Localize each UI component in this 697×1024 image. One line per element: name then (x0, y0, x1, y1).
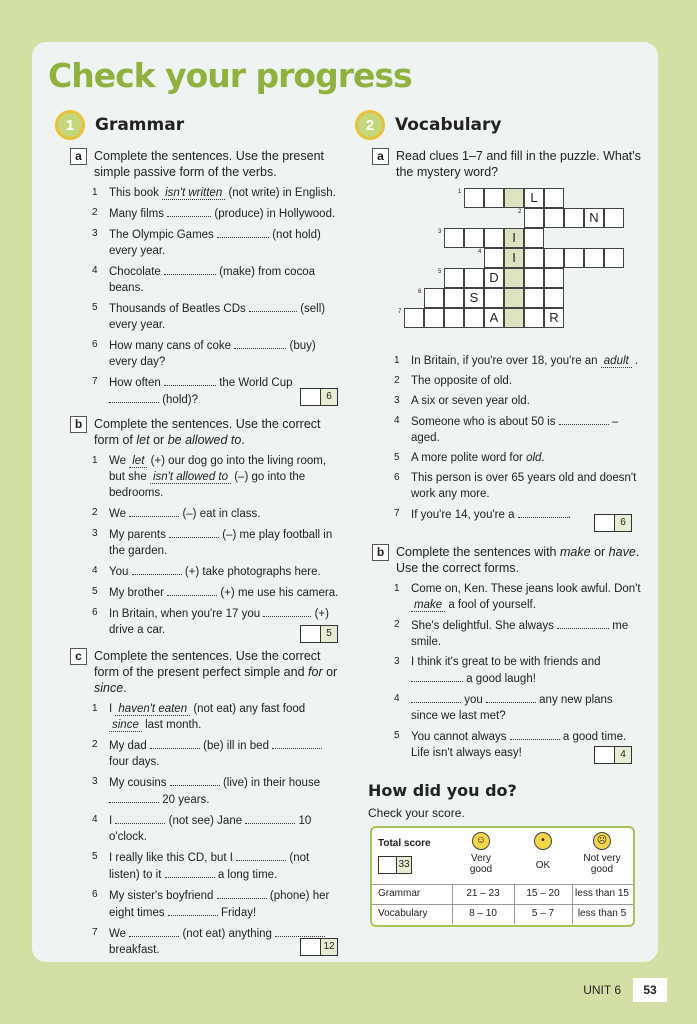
page-number: 53 (633, 978, 667, 1002)
exercise-instructions: Complete the sentences. Use the present simple passive form of the verbs. (94, 149, 324, 179)
crossword-letter: I (504, 248, 524, 268)
answer-blank[interactable] (518, 506, 568, 518)
answer-blank[interactable] (510, 728, 560, 740)
answer-blank[interactable] (164, 374, 216, 386)
check-score-text: Check your score. (368, 806, 465, 820)
answer-blank[interactable] (109, 791, 159, 803)
score-box[interactable]: 4 (594, 746, 632, 764)
list-item: 5 A more polite word for old. (394, 452, 545, 464)
list-item: 3 My cousins (live) in their house 20 years. (92, 776, 321, 806)
list-item: 3 A six or seven year old. (394, 395, 530, 407)
answer-blank[interactable] (167, 205, 211, 217)
answer-blank[interactable] (272, 737, 322, 749)
crossword-cell[interactable] (504, 268, 524, 288)
crossword-cell[interactable] (584, 248, 604, 268)
answer-blank[interactable] (129, 505, 179, 517)
row-label: Grammar (378, 888, 421, 899)
crossword-cell[interactable] (544, 188, 564, 208)
crossword-cell[interactable] (464, 188, 484, 208)
answer-blank[interactable] (263, 605, 311, 617)
section-number-badge: 2 (355, 110, 385, 140)
exercise-letter: c (70, 648, 87, 665)
row-label: Vocabulary (378, 908, 428, 919)
very-good-col: ☺ Very good (460, 832, 502, 875)
crossword-cell[interactable] (444, 288, 464, 308)
crossword-cell[interactable] (504, 188, 524, 208)
crossword-cell[interactable] (604, 208, 624, 228)
clue-number: 3 (438, 229, 442, 235)
list-item: 7 How often the World Cup (hold)? (92, 376, 293, 406)
list-item: 5 My brother (+) me use his camera. (92, 586, 339, 599)
answer-blank[interactable] (236, 849, 286, 861)
list-item: 4 Chocolate (make) from cocoa beans. (92, 265, 316, 294)
exercise-instructions: Complete the sentences. Use the correct form of the present perfect simple and for or since. (94, 649, 338, 695)
clue-number: 6 (418, 289, 422, 295)
answer-blank[interactable] (168, 904, 218, 916)
crossword-cell[interactable] (524, 228, 544, 248)
crossword-cell[interactable] (544, 268, 564, 288)
list-item: 1 Come on, Ken. These jeans look awful. Don't make a fool of yourself. (394, 583, 641, 611)
crossword-cell[interactable] (564, 248, 584, 268)
crossword-cell[interactable] (504, 308, 524, 328)
list-item: 1 I haven't eaten (not eat) any fast food since last month. (92, 703, 306, 731)
crossword-cell[interactable] (464, 268, 484, 288)
total-score-box[interactable]: 33 (378, 856, 412, 874)
vocabulary-clues (370, 348, 640, 527)
list-item: 7 We (not eat) anything breakfast. (92, 925, 340, 958)
clue-number: 5 (438, 269, 442, 275)
clue-number: 4 (478, 249, 482, 255)
exercise-letter: b (70, 416, 87, 433)
grammar-exercise-c (70, 648, 340, 962)
exercise-instructions: Read clues 1–7 and fill in the puzzle. What's the mystery word? (396, 149, 641, 179)
list-item: 3 The Olympic Games (not hold) every year. (92, 228, 321, 257)
answer-blank[interactable] (217, 887, 267, 899)
list-item: 4 Someone who is about 50 is – aged. (394, 415, 619, 444)
answer-blank[interactable] (411, 691, 461, 703)
crossword-letter: N (584, 208, 604, 228)
crossword-letter: I (504, 228, 524, 248)
vocabulary-exercise-b (372, 544, 642, 765)
clue-number: 7 (398, 309, 402, 315)
crossword-cell[interactable] (524, 208, 544, 228)
crossword-cell[interactable] (524, 268, 544, 288)
answer-blank[interactable] (217, 226, 269, 238)
crossword-cell[interactable] (404, 308, 424, 328)
answer-blank[interactable] (129, 925, 179, 937)
list-item: 1 This book isn't written (not write) in English. (92, 187, 336, 199)
not-very-good-col: ☹ Not very good (576, 832, 628, 875)
crossword-cell[interactable] (484, 188, 504, 208)
crossword-cell[interactable] (444, 228, 464, 248)
answer-blank[interactable] (557, 617, 609, 629)
crossword-cell[interactable] (464, 228, 484, 248)
crossword-cell[interactable] (524, 248, 544, 268)
crossword-cell[interactable] (444, 308, 464, 328)
list-item: 2 My dad (be) ill in bed four days. (92, 737, 340, 770)
crossword-cell[interactable] (544, 248, 564, 268)
list-item: 5 I really like this CD, but I (not listen) to it a long time. (92, 851, 310, 881)
crossword-letter: S (464, 288, 484, 308)
exercise-letter: a (70, 148, 87, 165)
list-item: 5 Thousands of Beatles CDs (sell) every year. (92, 302, 326, 331)
crossword-letter: D (484, 268, 504, 288)
clue-number: 1 (458, 189, 462, 195)
how-did-you-do-heading: How did you do? (368, 781, 517, 800)
crossword-cell[interactable] (564, 208, 584, 228)
score-box[interactable]: 12 (300, 938, 338, 956)
list-item: 2 Many films (produce) in Hollywood. (92, 207, 336, 220)
list-item: 7 If you're 14, you're a . (394, 508, 571, 521)
answer-blank[interactable] (411, 670, 463, 682)
answer-blank[interactable] (132, 563, 182, 575)
list-item: 1 We let (+) our dog go into the living room, but she isn't allowed to (–) go into the bedrooms. (92, 455, 327, 499)
section-title: Vocabulary (395, 115, 502, 135)
crossword-cell[interactable] (484, 288, 504, 308)
list-item: 4 I (not see) Jane 10 o'clock. (92, 814, 312, 843)
list-item: 2 We (–) eat in class. (92, 507, 261, 520)
list-item: 6 This person is over 65 years old and doesn't work any more. (394, 472, 637, 500)
answer-blank[interactable] (109, 391, 159, 403)
exercise-letter: b (372, 544, 389, 561)
vocabulary-heading (355, 110, 502, 140)
crossword-cell[interactable] (464, 308, 484, 328)
vocabulary-exercise-a (372, 148, 642, 180)
exercise-letter: a (372, 148, 389, 165)
unit-label: UNIT 6 (583, 983, 621, 997)
score-box[interactable]: 5 (300, 625, 338, 643)
list-item: 6 My sister's boyfriend (phone) her eight times Friday! (92, 889, 330, 919)
list-item: 4 You (+) take photographs here. (92, 565, 321, 578)
exercise-instructions: Complete the sentences with make or have. Use the correct forms. (396, 545, 640, 575)
score-table: Total score 33 ☺ Very good • OK ☹ Not very good Grammar 21 – 23 15 – 20 less than 15 Vocabulary 8 – 10 5 – 7 less than 5 (370, 826, 635, 927)
crossword-letter: L (524, 188, 544, 208)
answer-blank[interactable] (165, 866, 215, 878)
answer-blank[interactable] (115, 812, 165, 824)
ok-col: • OK (522, 832, 564, 871)
example-answer: isn't written (162, 187, 225, 200)
sad-face-icon: ☹ (593, 832, 611, 850)
total-score-label: Total score (378, 838, 431, 849)
answer-blank[interactable] (167, 584, 217, 596)
list-item: 6 In Britain, when you're 17 you (+) drive a car. (92, 607, 329, 636)
crossword-letter: R (544, 308, 564, 328)
list-item: 2 She's delightful. She always me smile. (394, 619, 629, 648)
answer-blank[interactable] (559, 413, 609, 425)
crossword-cell[interactable] (524, 288, 544, 308)
crossword-cell[interactable] (604, 248, 624, 268)
answer-blank[interactable] (164, 263, 216, 275)
section-number-badge: 1 (55, 110, 85, 140)
grammar-exercise-a (70, 148, 340, 412)
neutral-face-icon: • (534, 832, 552, 850)
crossword-cell[interactable] (544, 208, 564, 228)
crossword-cell[interactable] (444, 268, 464, 288)
crossword-cell[interactable] (424, 288, 444, 308)
list-item: 5 You cannot always a good time. Life isn't always easy! (394, 730, 627, 759)
answer-blank[interactable] (249, 300, 297, 312)
section-title: Grammar (95, 115, 185, 135)
answer-blank[interactable] (486, 691, 536, 703)
list-item: 2 The opposite of old. (394, 375, 513, 387)
crossword-cell[interactable] (524, 308, 544, 328)
list-item: 1 In Britain, if you're over 18, you're an adult . (394, 355, 639, 367)
crossword-cell[interactable] (544, 288, 564, 308)
answer-blank[interactable] (275, 925, 325, 937)
clue-number: 2 (518, 209, 522, 215)
list-item: 6 How many cans of coke (buy) every day? (92, 339, 316, 368)
crossword-cell[interactable] (424, 308, 444, 328)
answer-blank[interactable] (234, 337, 286, 349)
crossword-letter: A (484, 308, 504, 328)
crossword-cell[interactable] (484, 228, 504, 248)
answer-blank[interactable] (150, 737, 200, 749)
grammar-heading (55, 110, 184, 140)
happy-face-icon: ☺ (472, 832, 490, 850)
answer-blank[interactable] (169, 526, 219, 538)
list-item: 4 you any new plans since we last met? (394, 693, 613, 722)
list-item: 3 My parents (–) me play football in the garden. (92, 528, 333, 557)
page-footer (583, 978, 667, 1002)
answer-blank[interactable] (245, 812, 295, 824)
page-title: Check your progress (48, 56, 412, 95)
score-box[interactable]: 6 (594, 514, 632, 532)
crossword-cell[interactable] (484, 248, 504, 268)
list-item: 3 I think it's great to be with friends and a good laugh! (394, 656, 601, 685)
answer-blank[interactable] (170, 774, 220, 786)
exercise-instructions: Complete the sentences. Use the correct form of let or be allowed to. (94, 417, 321, 447)
score-box[interactable]: 6 (300, 388, 338, 406)
grammar-exercise-b (70, 416, 340, 642)
crossword-cell[interactable] (504, 288, 524, 308)
